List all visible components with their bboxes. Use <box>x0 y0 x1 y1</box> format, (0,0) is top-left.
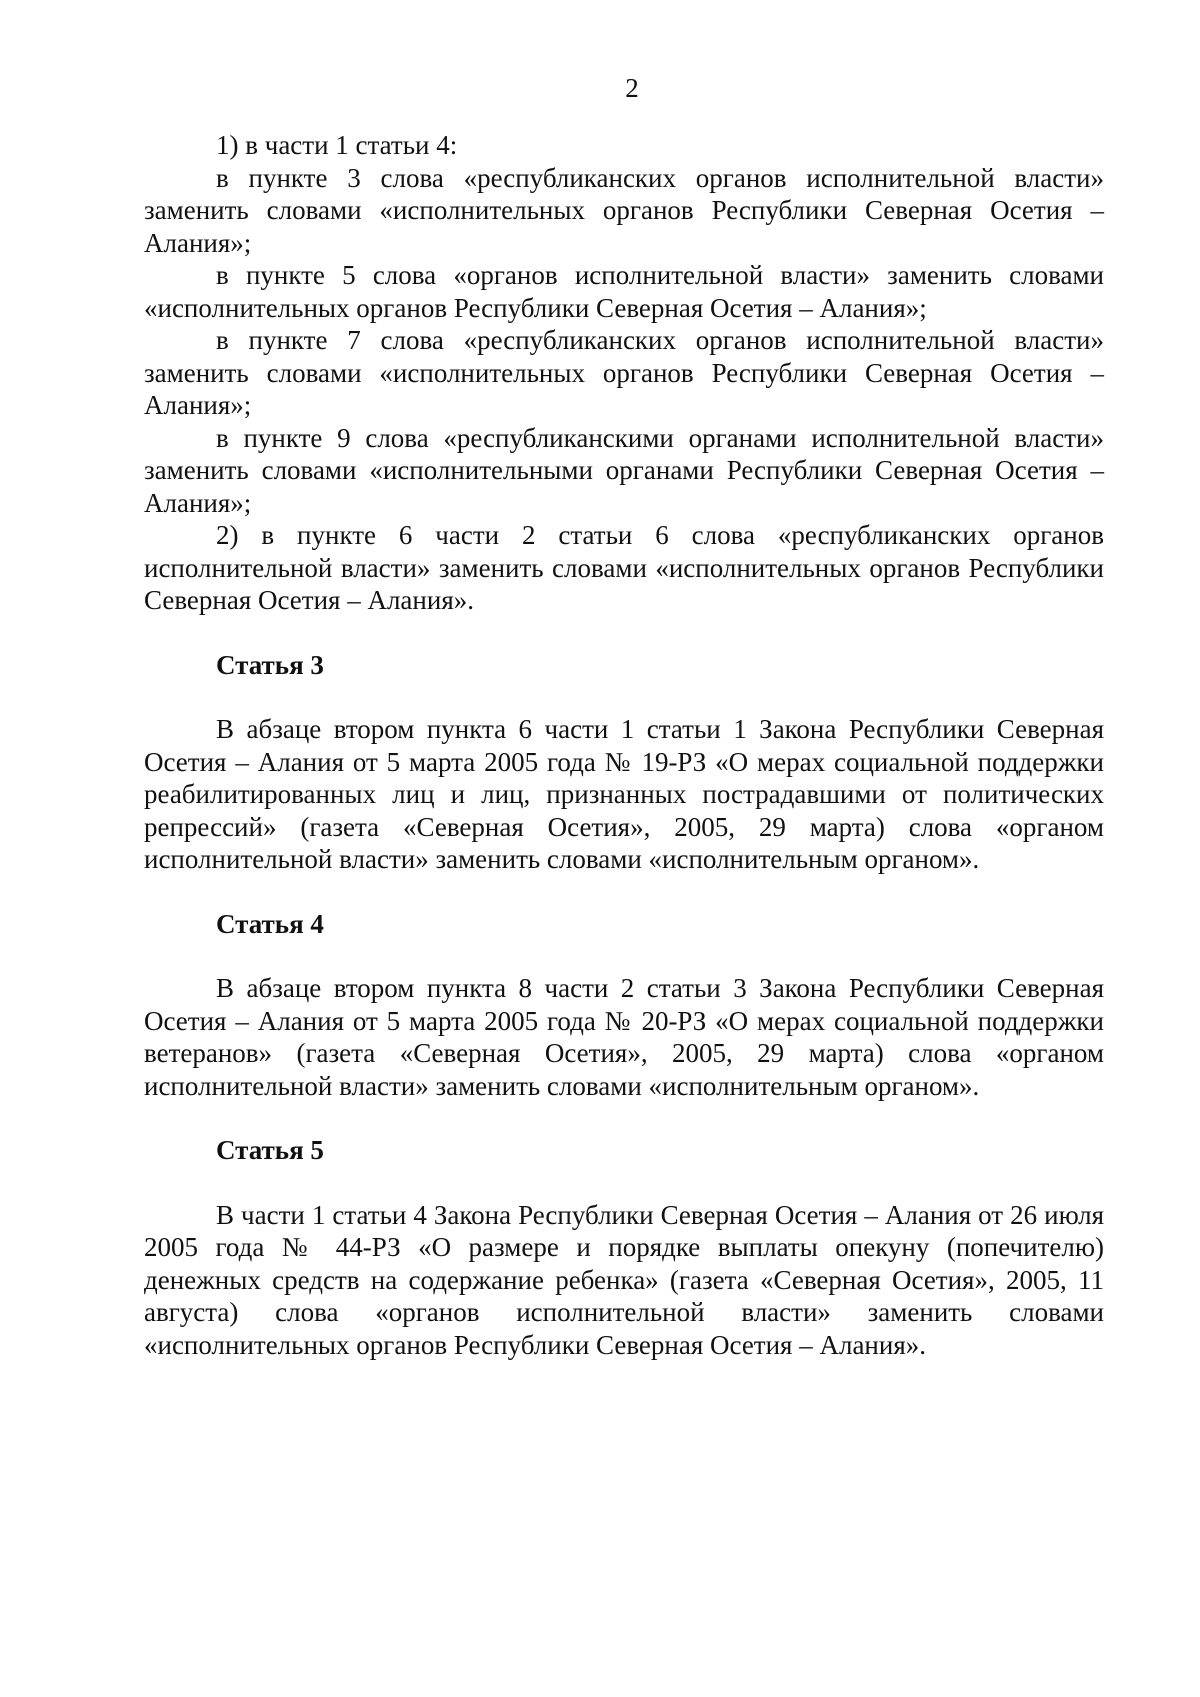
article-5-text: В части 1 статьи 4 Закона Республики Северная Осетия – Алания от 26 июля 2005 года № 44-РЗ «О размере и порядке выплаты опекуну (попечителю) денежных средств на содержание ребенка» (газета «Северная Осетия», 2005, 11 августа) слова «органов исполнительной власти» заменить словами «исполнительных органов Республики Северная Осетия – Алания». <box>144 1199 1104 1360</box>
article-4-text: В абзаце втором пункта 8 части 2 статьи 3 Закона Республики Северная Осетия – Алания от 5 марта 2005 года № 20-РЗ «О мерах социальной поддержки ветеранов» (газета «Северная Осетия», 2005, 29 марта) слова «органом исполнительной власти» заменить словами «исполнительным органом». <box>144 973 1104 1101</box>
list-item: в пункте 3 слова «республиканских органов исполнительной власти» заменить словами «исполнительных органов Республики Северная Осетия – Алания»; <box>144 162 1104 258</box>
list-item: 1) в части 1 статьи 4: <box>216 130 458 160</box>
list-item: в пункте 9 слова «республиканскими органами исполнительной власти» заменить словами «исполнительными органами Республики Северная Осетия – Алания»; <box>144 422 1104 518</box>
article-3-heading: Статья 3 <box>216 649 324 680</box>
page-number: 2 <box>625 73 639 103</box>
article-5-heading: Статья 5 <box>216 1135 324 1165</box>
list-item: 2) в пункте 6 части 2 статьи 6 слова «республиканских органов исполнительной власти» заменить словами «исполнительных органов Республики Северная Осетия – Алания». <box>144 520 1104 615</box>
article-4-heading: Статья 4 <box>216 908 324 939</box>
list-item: в пункте 7 слова «республиканских органов исполнительной власти» заменить словами «исполнительных органов Республики Северная Осетия – Алания»; <box>144 325 1104 420</box>
list-item: в пункте 5 слова «органов исполнительной власти» заменить словами «исполнительных органов Республики Северная Осетия – Алания»; <box>144 260 1104 323</box>
document-body <box>144 129 1104 1361</box>
article-3-text: В абзаце втором пункта 6 части 1 статьи 1 Закона Республики Северная Осетия – Алания от 5 марта 2005 года № 19-РЗ «О мерах социальной поддержки реабилитированных лиц и лиц, признанных пострадавшими от политических репрессий» (газета «Северная Осетия», 2005, 29 марта) слова «органом исполнительной власти» заменить словами «исполнительным органом». <box>144 714 1104 874</box>
